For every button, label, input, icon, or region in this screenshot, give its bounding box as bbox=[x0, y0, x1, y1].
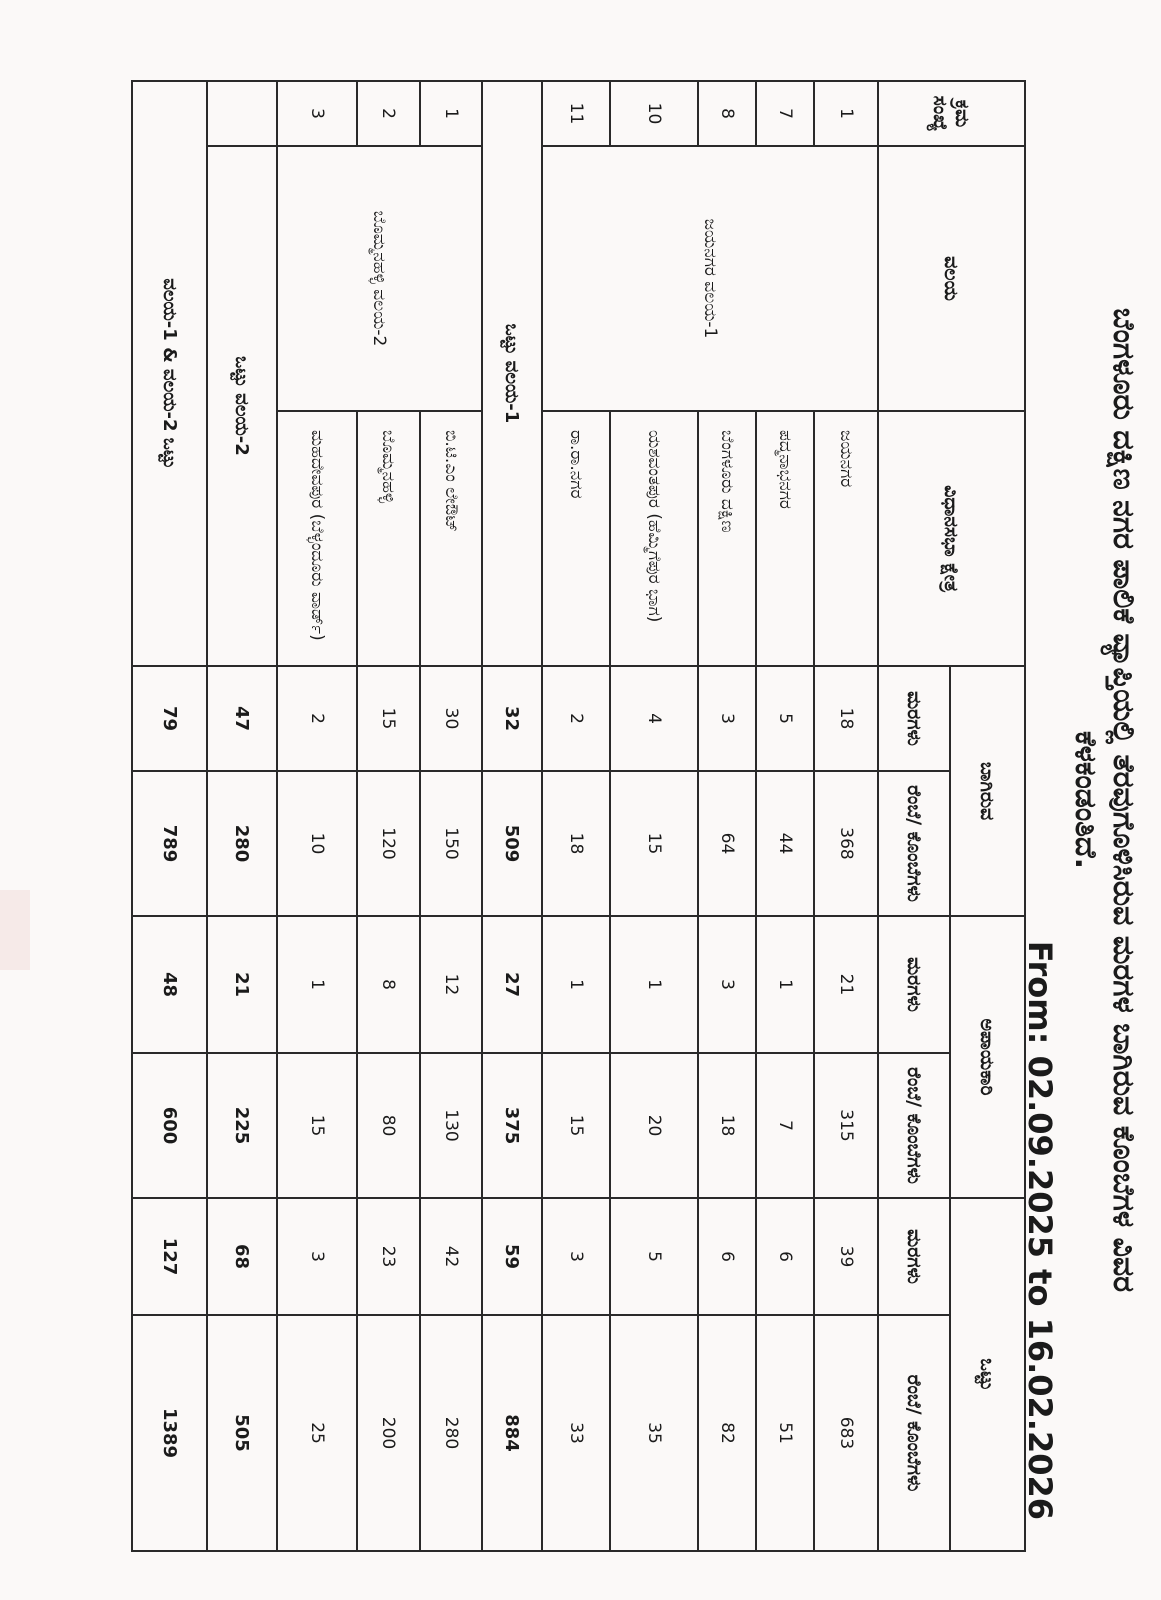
cell-constituency: ಬೊಮ್ಮನಹಳ್ಳಿ bbox=[357, 411, 420, 666]
cell-danger-trees: 3 bbox=[698, 916, 756, 1053]
cell-grand-total-label: ವಲಯ-1 & ವಲಯ-2 ಒಟ್ಟು bbox=[132, 81, 207, 666]
cell-subtotal-label: ಒಟ್ಟು ವಲಯ-2 bbox=[207, 146, 277, 666]
header-group-total: ಒಟ್ಟು bbox=[950, 1198, 1025, 1551]
cell-danger-branches: 20 bbox=[610, 1053, 698, 1198]
cell-sl: 10 bbox=[610, 81, 698, 146]
cell-sl: 7 bbox=[756, 81, 814, 146]
cell-bent-branches: 368 bbox=[814, 771, 878, 916]
cell-total-branches: 1389 bbox=[132, 1315, 207, 1551]
cell-constituency: ಯಶವಂತಪುರ (ಹೆಮ್ಮಿಗೆಪುರ ಭಾಗ) bbox=[610, 411, 698, 666]
cell-bent-trees: 18 bbox=[814, 666, 878, 771]
cell-constituency: ಬಿ.ಟಿ.ಎಂ ಲೇಔಟ್ bbox=[420, 411, 482, 666]
cell-danger-trees: 21 bbox=[207, 916, 277, 1053]
cell-danger-branches: 315 bbox=[814, 1053, 878, 1198]
cell-total-trees: 42 bbox=[420, 1198, 482, 1315]
cell-bent-trees: 47 bbox=[207, 666, 277, 771]
subtotal-row-zone-2 bbox=[207, 81, 277, 1551]
header-zone: ವಲಯ bbox=[878, 146, 1025, 411]
cell-constituency: ಬೆಂಗಳೂರು ದಕ್ಷಿಣ bbox=[698, 411, 756, 666]
cell-danger-trees: 1 bbox=[610, 916, 698, 1053]
cell-danger-branches: 225 bbox=[207, 1053, 277, 1198]
cell-constituency: ರಾ.ರಾ.ನಗರ bbox=[542, 411, 610, 666]
cell-danger-branches: 15 bbox=[277, 1053, 357, 1198]
cell-subtotal-label: ಒಟ್ಟು ವಲಯ-1 bbox=[482, 81, 542, 666]
date-range: From: 02.09.2025 to 16.02.2026 bbox=[1021, 940, 1059, 1520]
cell-zone-1: ಜಯನಗರ ವಲಯ-1 bbox=[542, 146, 878, 411]
cell-bent-branches: 44 bbox=[756, 771, 814, 916]
cell-total-trees: 127 bbox=[132, 1198, 207, 1315]
header-row-groups bbox=[950, 81, 1025, 1551]
cell-total-branches: 200 bbox=[357, 1315, 420, 1551]
cell-total-branches: 35 bbox=[610, 1315, 698, 1551]
cell-bent-trees: 30 bbox=[420, 666, 482, 771]
cell-total-branches: 33 bbox=[542, 1315, 610, 1551]
cell-sl: 11 bbox=[542, 81, 610, 146]
cell-bent-branches: 120 bbox=[357, 771, 420, 916]
header-sl-no: ಕ್ರಮ ಸಂಖ್ಯೆ bbox=[878, 81, 1025, 146]
cell-total-trees: 5 bbox=[610, 1198, 698, 1315]
header-group-dangerous: ಅಪಾಯಕಾರಿ bbox=[950, 916, 1025, 1198]
cell-sl: 1 bbox=[814, 81, 878, 146]
cell-bent-trees: 2 bbox=[542, 666, 610, 771]
cell-total-branches: 884 bbox=[482, 1315, 542, 1551]
cell-bent-trees: 32 bbox=[482, 666, 542, 771]
table-row bbox=[814, 81, 878, 1551]
cell-total-trees: 23 bbox=[357, 1198, 420, 1315]
cell-bent-branches: 64 bbox=[698, 771, 756, 916]
cell-bent-branches: 10 bbox=[277, 771, 357, 916]
cell-bent-trees: 2 bbox=[277, 666, 357, 771]
header-total-branches: ರೆಂಬೆ/ ಕೊಂಬೆಗಳು bbox=[878, 1315, 950, 1551]
document-title-continued: ಕೆಳಕಂಡಂತಿದೆ. bbox=[1068, 730, 1103, 870]
cell-danger-branches: 80 bbox=[357, 1053, 420, 1198]
cell-total-trees: 6 bbox=[756, 1198, 814, 1315]
cell-total-branches: 683 bbox=[814, 1315, 878, 1551]
cell-total-trees: 68 bbox=[207, 1198, 277, 1315]
cell-sl: 3 bbox=[277, 81, 357, 146]
cell-bent-trees: 3 bbox=[698, 666, 756, 771]
cell-total-branches: 82 bbox=[698, 1315, 756, 1551]
cell-constituency: ಜಯನಗರ bbox=[814, 411, 878, 666]
cell-bent-trees: 5 bbox=[756, 666, 814, 771]
cell-bent-trees: 79 bbox=[132, 666, 207, 771]
cell-danger-trees: 27 bbox=[482, 916, 542, 1053]
cell-bent-branches: 280 bbox=[207, 771, 277, 916]
cell-sl: 1 bbox=[420, 81, 482, 146]
cell-danger-branches: 375 bbox=[482, 1053, 542, 1198]
cell-danger-trees: 12 bbox=[420, 916, 482, 1053]
cell-bent-branches: 509 bbox=[482, 771, 542, 916]
header-constituency: ವಿಧಾನಸಭಾ ಕ್ಷೇತ್ರ bbox=[878, 411, 1025, 666]
header-danger-branches: ರೆಂಬೆ/ ಕೊಂಬೆಗಳು bbox=[878, 1053, 950, 1198]
header-group-bent: ಬಾಗಿರುವ bbox=[950, 666, 1025, 916]
cell-danger-trees: 1 bbox=[277, 916, 357, 1053]
cell-constituency: ಮಹದೇವಪುರ (ಬೆಳ್ಳಂದೂರು ವಾರ್ಡ್) bbox=[277, 411, 357, 666]
cell-danger-trees: 1 bbox=[542, 916, 610, 1053]
cell-bent-branches: 150 bbox=[420, 771, 482, 916]
cell-total-trees: 6 bbox=[698, 1198, 756, 1315]
cell-total-trees: 59 bbox=[482, 1198, 542, 1315]
header-total-trees: ಮರಗಳು bbox=[878, 1198, 950, 1315]
cell-empty bbox=[207, 81, 277, 146]
cell-danger-trees: 8 bbox=[357, 916, 420, 1053]
document-title: ಬೆಂಗಳೂರು ದಕ್ಷಿಣ ನಗರ ಪಾಲಿಕೆ ವ್ಯಾಪ್ತಿಯಲ್ಲಿ ತೆರವುಗೊಳಿಸಿರುವ ಮರಗಳ ಬಾಗಿರುವ ಕೊಂಬೆಗಳ ವಿವರ bbox=[1106, 307, 1141, 1293]
tree-removal-table bbox=[131, 80, 1026, 1552]
cell-total-trees: 3 bbox=[277, 1198, 357, 1315]
grand-total-row bbox=[132, 81, 207, 1551]
cell-total-trees: 3 bbox=[542, 1198, 610, 1315]
cell-total-branches: 51 bbox=[756, 1315, 814, 1551]
cell-constituency: ಪದ್ಮನಾಭನಗರ bbox=[756, 411, 814, 666]
cell-total-branches: 25 bbox=[277, 1315, 357, 1551]
cell-bent-branches: 15 bbox=[610, 771, 698, 916]
cell-zone-2: ಬೊಮ್ಮನಹಳ್ಳಿ ವಲಯ-2 bbox=[277, 146, 482, 411]
subtotal-row-zone-1 bbox=[482, 81, 542, 1551]
cell-danger-branches: 7 bbox=[756, 1053, 814, 1198]
cell-danger-branches: 15 bbox=[542, 1053, 610, 1198]
cell-bent-trees: 15 bbox=[357, 666, 420, 771]
cell-total-branches: 280 bbox=[420, 1315, 482, 1551]
cell-bent-branches: 18 bbox=[542, 771, 610, 916]
cell-danger-branches: 130 bbox=[420, 1053, 482, 1198]
cell-bent-trees: 4 bbox=[610, 666, 698, 771]
cell-total-trees: 39 bbox=[814, 1198, 878, 1315]
header-danger-trees: ಮರಗಳು bbox=[878, 916, 950, 1053]
cell-sl: 8 bbox=[698, 81, 756, 146]
cell-danger-branches: 600 bbox=[132, 1053, 207, 1198]
table-row bbox=[420, 81, 482, 1551]
header-bent-trees: ಮರಗಳು bbox=[878, 666, 950, 771]
cell-danger-trees: 48 bbox=[132, 916, 207, 1053]
header-bent-branches: ರೆಂಬೆ/ ಕೊಂಬೆಗಳು bbox=[878, 771, 950, 916]
cell-bent-branches: 789 bbox=[132, 771, 207, 916]
cell-danger-trees: 21 bbox=[814, 916, 878, 1053]
cell-danger-trees: 1 bbox=[756, 916, 814, 1053]
cell-total-branches: 505 bbox=[207, 1315, 277, 1551]
cell-sl: 2 bbox=[357, 81, 420, 146]
cell-danger-branches: 18 bbox=[698, 1053, 756, 1198]
